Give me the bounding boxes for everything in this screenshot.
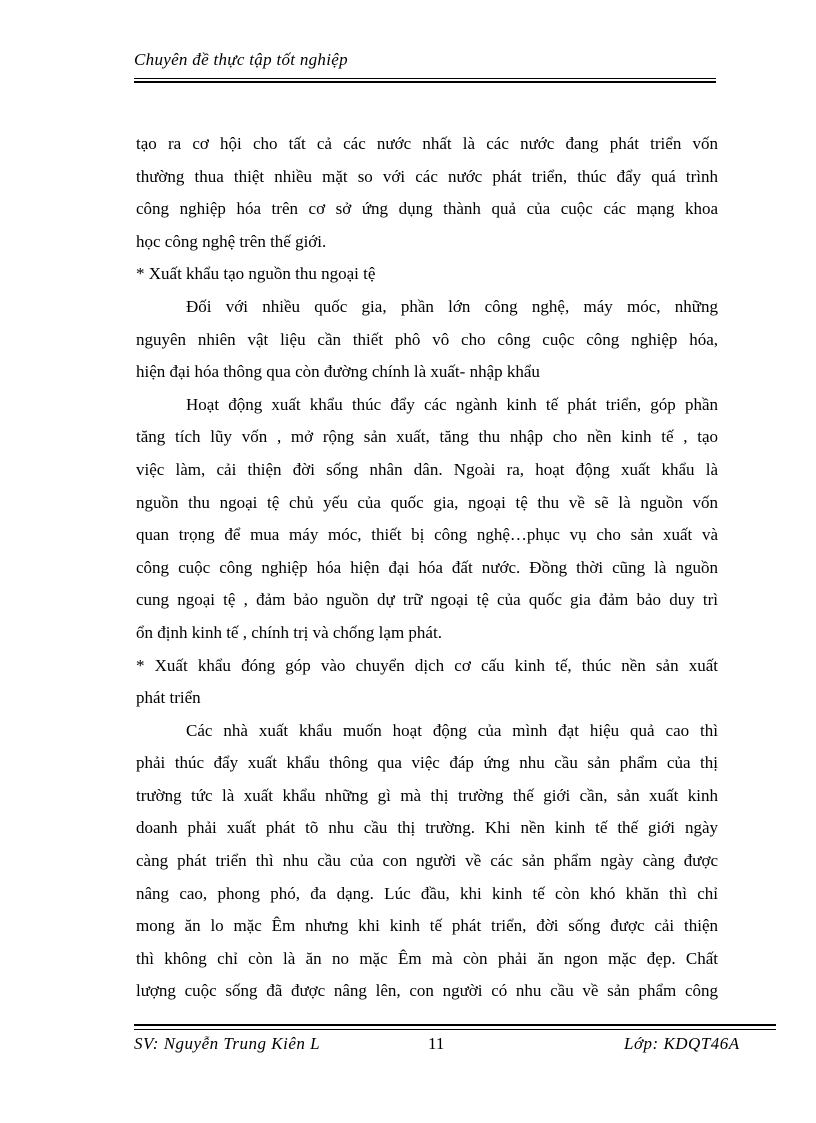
text-line: * Xuất khẩu đóng góp vào chuyển dịch cơ cấu kinh tế, thúc nền sản xuất (136, 655, 718, 675)
text-line: doanh phải xuất phát tõ nhu cầu thị trường. Khi nền kinh tế thế giới ngày (136, 818, 718, 838)
header-rule-thin (134, 78, 716, 79)
header-rule-thick (134, 81, 716, 83)
text-line: quan trọng để mua máy móc, thiết bị công nghệ…phục vụ cho sản xuất và (136, 525, 718, 545)
page-number: 11 (428, 1034, 445, 1053)
footer-rule-thick (134, 1024, 776, 1026)
text-line: hiện đại hóa thông qua còn đường chính là xuất- nhập khẩu (136, 362, 540, 382)
text-line: trường tức là xuất khẩu những gì mà thị trường thế giới cần, sản xuất kinh (136, 785, 718, 805)
text-line: cung ngoại tệ , đảm bảo nguồn dự trữ ngoại tệ của quốc gia đảm bảo duy trì (136, 590, 718, 610)
text-line: công cuộc công nghiệp hóa hiện đại hóa đất nước. Đồng thời cũng là nguồn (136, 557, 718, 577)
text-line: thường thua thiệt nhiều mặt so với các nước phát triển, thúc đẩy quá trình (136, 166, 718, 186)
text-line: công nghiệp hóa trên cơ sở ứng dụng thành quả của cuộc các mạng khoa (136, 199, 718, 219)
footer-class: Lớp: KDQT46A (624, 1034, 740, 1053)
text-line: phải thúc đẩy xuất khẩu thông qua việc đáp ứng nhu cầu sản phẩm của thị (136, 753, 718, 773)
text-line: nguồn thu ngoại tệ chủ yếu của quốc gia, ngoại tệ thu về sẽ là nguồn vốn (136, 492, 718, 512)
text-line: càng phát triển thì nhu cầu của con người về các sản phẩm ngày càng được (136, 851, 718, 871)
text-line: phát triển (136, 688, 201, 708)
text-line: học công nghệ trên thế giới. (136, 231, 327, 251)
text-line: ổn định kinh tế , chính trị và chống lạm phát. (136, 622, 442, 642)
footer-rule-thin (134, 1029, 776, 1030)
text-line: việc làm, cải thiện đời sống nhân dân. Ngoài ra, hoạt động xuất khẩu là (136, 459, 718, 479)
text-line: Hoạt động xuất khẩu thúc đẩy các ngành kinh tế phát triển, góp phần (186, 394, 718, 414)
text-line: tạo ra cơ hội cho tất cả các nước nhất là các nước đang phát triển vốn (136, 134, 718, 153)
text-line: thì không chỉ còn là ăn no mặc Êm mà còn phải ăn ngon mặc đẹp. Chất (136, 948, 718, 968)
text-line: nguyên nhiên vật liệu cần thiết phô vô cho công cuộc công nghiệp hóa, (136, 329, 718, 349)
header-title: Chuyên đề thực tập tốt nghiệp (134, 50, 348, 69)
footer-student-name: SV: Nguyễn Trung Kiên L (134, 1034, 321, 1053)
text-line: nâng cao, phong phó, đa dạng. Lúc đầu, khi kinh tế còn khó khăn thì chỉ (136, 883, 718, 903)
text-line: Đối với nhiều quốc gia, phần lớn công nghệ, máy móc, những (186, 296, 718, 316)
body-text (136, 128, 718, 1008)
text-line: * Xuất khẩu tạo nguồn thu ngoại tệ (136, 264, 376, 284)
text-line: mong ăn lo mặc Êm nhưng khi kinh tế phát triển, đời sống được cải thiện (136, 916, 718, 936)
text-line: lượng cuộc sống đã được nâng lên, con người có nhu cầu về sản phẩm công (136, 981, 718, 1001)
text-line: tăng tích lũy vốn , mở rộng sản xuất, tăng thu nhập cho nền kinh tế , tạo (136, 427, 718, 447)
text-line: Các nhà xuất khẩu muốn hoạt động của mình đạt hiệu quả cao thì (186, 720, 718, 740)
